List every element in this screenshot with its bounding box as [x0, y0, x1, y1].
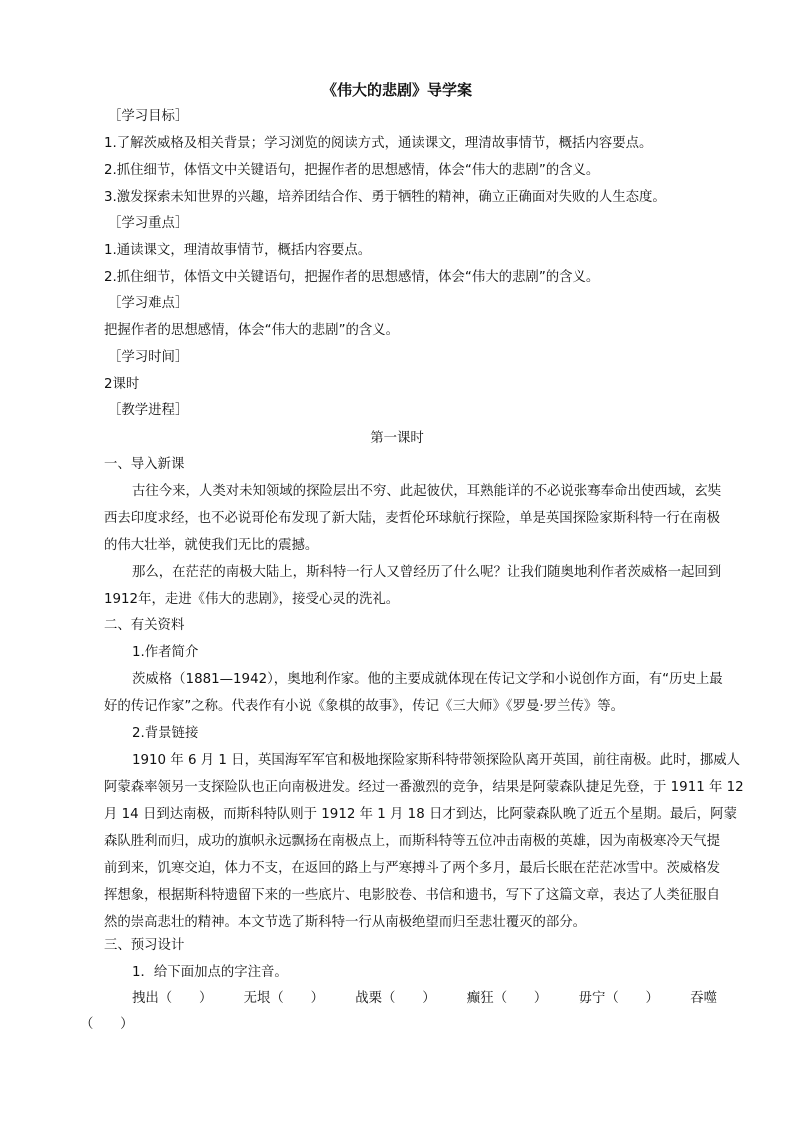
intro-paragraph-line: 西去印度求经，也不必说哥伦布发现了新大陆，麦哲伦环球航行探险，单是英国探险家斯科特一行在南极: [104, 511, 720, 526]
background-paragraph-line: 前到来，饥寒交迫，体力不支，在返回的路上与严寒搏斗了两个多月，最后长眠在茫茫冰雪中。茨威格发: [104, 861, 720, 876]
intro-paragraph-line: 的伟大壮举，就使我们无比的震撼。: [104, 538, 319, 553]
background-paragraph-line: 阿蒙森率领另一支探险队也正向南极进发。经过一番激烈的竞争，结果是阿蒙森队捷足先登，于 1911 年 12: [104, 780, 744, 795]
section-intro-heading: 一、导入新课: [104, 457, 185, 472]
intro2-paragraph-line: 那么，在茫茫的南极大陆上，斯科特一行人又曾经历了什么呢？让我们随奥地利作者茨威格一起回到: [132, 565, 722, 580]
goal-item-3: 3.激发探索未知世界的兴趣，培养团结合作、勇于牺牲的精神，确立正确面对失败的人生态度。: [104, 190, 666, 205]
pinyin-item[interactable]: 无垠（ ）: [243, 991, 324, 1006]
background-paragraph-line: 森队胜利而归，成功的旗帜永远飘扬在南极点上，而斯科特等五位冲击南极的英雄，因为南极寒冷天气提: [104, 834, 720, 849]
section-materials-heading: 二、有关资料: [104, 618, 185, 633]
background-paragraph-line: 然的崇高悲壮的精神。本文节选了斯科特一行从南极绝望而归至悲壮覆灭的部分。: [104, 915, 587, 930]
question-1: 1．给下面加点的字注音。: [132, 965, 288, 980]
pinyin-item[interactable]: 癫狂（ ）: [466, 991, 548, 1006]
goal-item-2: 2.抓住细节，体悟文中关键语句，把握作者的思想感情，体会“伟大的悲剧”的含义。: [104, 163, 600, 178]
lesson-heading: 第一课时: [370, 431, 424, 446]
background-paragraph-line: 1910 年 6 月 1 日，英国海军军官和极地探险家斯科特带领探险队离开英国，前往南极。此时，挪威人: [132, 753, 741, 768]
pinyin-item[interactable]: 毋宁（ ）: [578, 991, 659, 1006]
goal-item-1: 1.了解茨威格及相关背景；学习浏览的阅读方式，通读课文，理清故事情节，概括内容要点。: [104, 136, 653, 151]
subheading-author: 1.作者简介: [132, 645, 199, 660]
section-head-goals: ［学习目标］: [108, 109, 189, 124]
author-paragraph-line: 茨威格（1881—1942），奥地利作家。他的主要成就体现在传记文学和小说创作方面，有“历史上最: [132, 672, 723, 687]
key-item-1: 1.通读课文，理清故事情节，概括内容要点。: [104, 243, 372, 258]
time-item: 2课时: [104, 377, 140, 392]
difficulty-item-1: 把握作者的思想感情，体会“伟大的悲剧”的含义。: [104, 323, 400, 338]
intro-paragraph-line: 古往今来，人类对未知领域的探险层出不穷、此起彼伏，耳熟能详的不必说张骞奉命出使西域，玄奘: [132, 484, 722, 499]
page-title: 《伟大的悲剧》导学案: [321, 81, 472, 99]
subheading-background: 2.背景链接: [132, 726, 199, 741]
key-item-2: 2.抓住细节，体悟文中关键语句，把握作者的思想感情，体会“伟大的悲剧”的含义。: [104, 270, 600, 285]
pinyin-item[interactable]: 拽出（ ）: [132, 991, 213, 1006]
background-paragraph-line: 挥想象，根据斯科特遗留下来的一些底片、电影胶卷、书信和遗书，写下了这篇文章，表达了人类征服自: [104, 888, 720, 903]
section-head-process: ［教学进程］: [108, 403, 189, 418]
pinyin-item[interactable]: 吞噬: [690, 991, 717, 1006]
intro2-paragraph-line: 1912年，走进《伟大的悲剧》，接受心灵的洗礼。: [104, 592, 400, 607]
background-paragraph-line: 月 14 日到达南极，而斯科特队则于 1912 年 1 月 18 日才到达，比阿蒙森队晚了近五个星期。最后，阿蒙: [104, 807, 737, 822]
section-head-time: ［学习时间］: [108, 350, 189, 365]
section-preview-heading: 三、预习设计: [104, 938, 185, 953]
pinyin-item[interactable]: 战栗（ ）: [355, 991, 436, 1006]
section-head-difficulty: ［学习难点］: [108, 296, 189, 311]
author-paragraph-line: 好的传记作家”之称。代表作有小说《象棋的故事》，传记《三大师》《罗曼·罗兰传》等。: [104, 699, 625, 714]
section-head-key: ［学习重点］: [108, 216, 189, 231]
pinyin-item-tail[interactable]: （ ）: [80, 1017, 134, 1032]
